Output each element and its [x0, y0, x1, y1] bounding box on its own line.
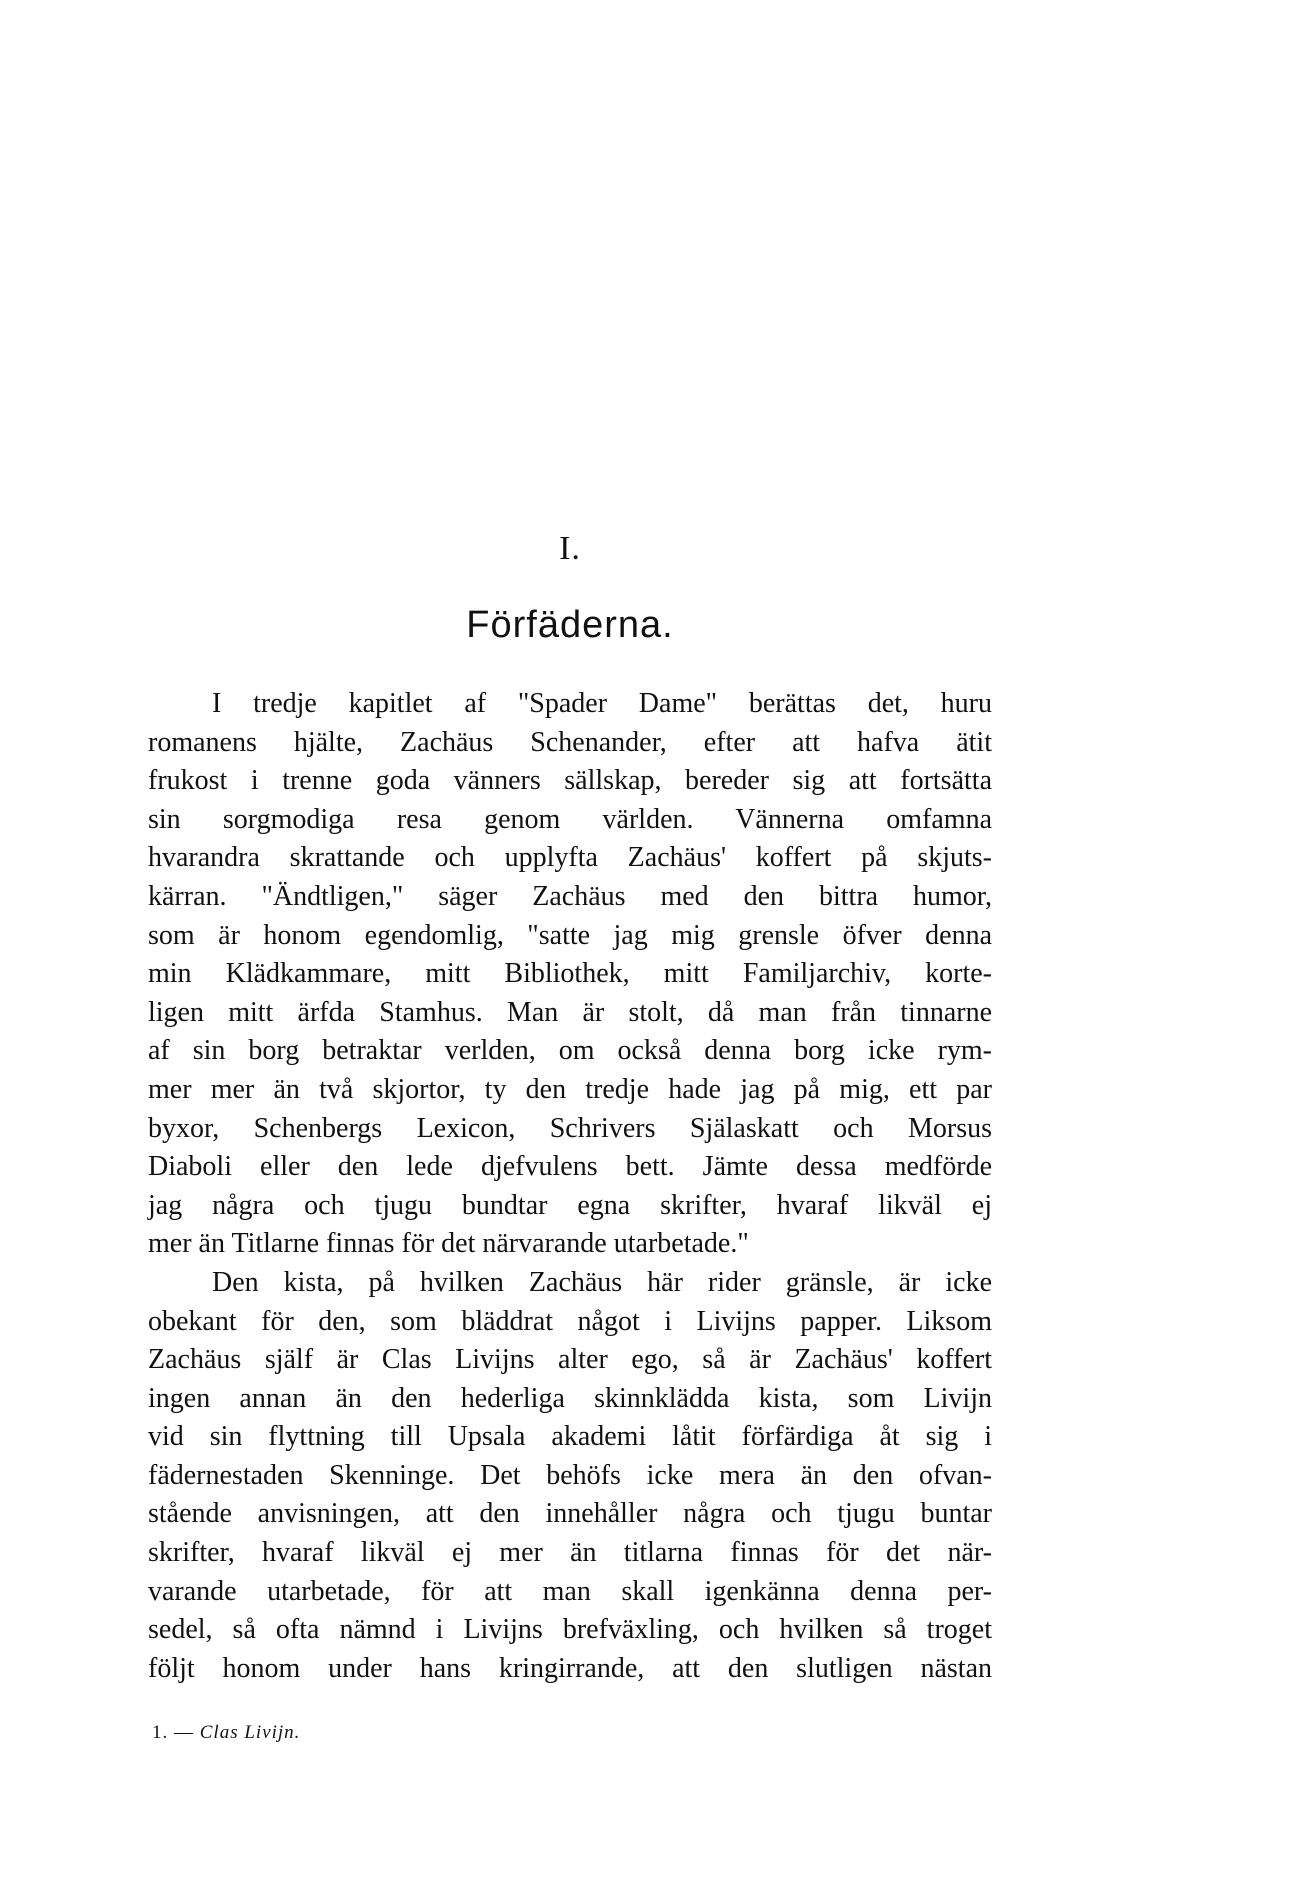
chapter-title: Förfäderna.: [466, 604, 674, 646]
page-signature: [152, 1722, 300, 1744]
text-line: som är honom egendomlig, "satte jag mig grensle öfver denna: [148, 919, 992, 951]
text-line: Zachäus själf är Clas Livijns alter ego, så är Zachäus' koffert: [148, 1344, 992, 1376]
text-line: jag några och tjugu bundtar egna skrifter, hvaraf likväl ej: [148, 1189, 992, 1221]
text-line: sin sorgmodiga resa genom världen. Vännerna omfamna: [148, 803, 992, 835]
text-line: frukost i trenne goda vänners sällskap, bereder sig att fortsätta: [148, 765, 992, 797]
text-line: min Klädkammare, mitt Bibliothek, mitt Familjarchiv, korte-: [148, 958, 992, 990]
text-line: följt honom under hans kringirrande, att den slutligen nästan: [148, 1652, 992, 1684]
text-line: Den kista, på hvilken Zachäus här rider gränsle, är icke: [212, 1266, 992, 1298]
signature-name: Clas Livijn.: [199, 1722, 301, 1743]
text-line: Diaboli eller den lede djefvulens bett. Jämte dessa medförde: [148, 1151, 992, 1183]
text-line: fädernestaden Skenninge. Det behöfs icke mera än den ofvan-: [148, 1459, 992, 1491]
text-line: skrifter, hvaraf likväl ej mer än titlarna finnas för det när-: [148, 1537, 992, 1569]
text-line: sedel, så ofta nämnd i Livijns brefväxling, och hvilken så troget: [148, 1614, 992, 1646]
text-line: varande utarbetade, för att man skall igenkänna denna per-: [148, 1575, 992, 1607]
text-line: hvarandra skrattande och upplyfta Zachäus' koffert på skjuts-: [148, 842, 992, 874]
text-line: mer än Titlarne finnas för det närvarande utarbetade.": [148, 1228, 749, 1260]
body-text: [148, 685, 992, 1688]
text-line: ligen mitt ärfda Stamhus. Man är stolt, då man från tinnarne: [148, 996, 992, 1028]
paragraph-2: [148, 1264, 992, 1689]
signature-number: 1. —: [152, 1722, 194, 1743]
text-line: kärran. "Ändtligen," säger Zachäus med den bittra humor,: [148, 880, 992, 912]
text-line: af sin borg betraktar verlden, om också denna borg icke rym-: [148, 1035, 992, 1067]
text-line: vid sin flyttning till Upsala akademi låtit förfärdiga åt sig i: [148, 1421, 992, 1453]
text-line: ingen annan än den hederliga skinnklädda kista, som Livijn: [148, 1382, 992, 1414]
chapter-number: I.: [559, 530, 581, 567]
text-line: mer mer än två skjortor, ty den tredje hade jag på mig, ett par: [148, 1073, 992, 1105]
text-line: obekant för den, som bläddrat något i Livijns papper. Liksom: [148, 1305, 992, 1337]
paragraph-1: [148, 685, 992, 1264]
text-line: I tredje kapitlet af "Spader Dame" berättas det, huru: [212, 688, 992, 719]
text-line: romanens hjälte, Zachäus Schenander, efter att hafva ätit: [148, 726, 992, 758]
text-line: byxor, Schenbergs Lexicon, Schrivers Själaskatt och Morsus: [148, 1112, 992, 1144]
text-line: stående anvisningen, att den innehåller några och tjugu buntar: [148, 1498, 992, 1530]
